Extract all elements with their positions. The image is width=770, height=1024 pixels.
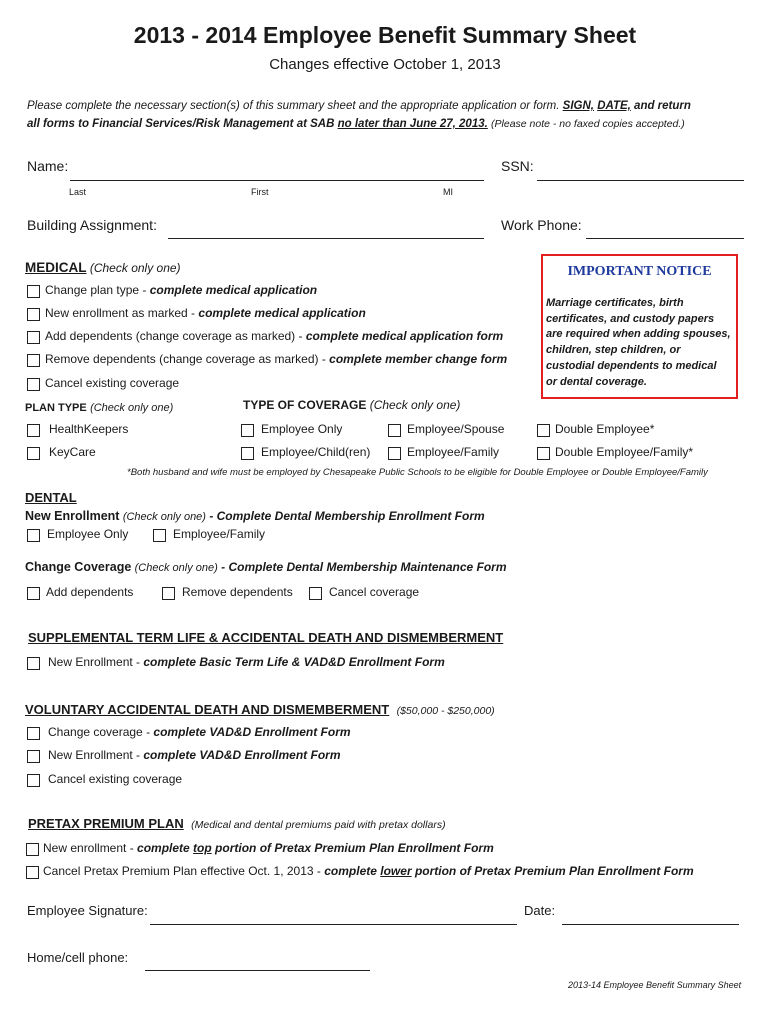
coverage-employee-children-checkbox[interactable] [241, 447, 254, 460]
dental-remove-dependents-checkbox[interactable] [162, 587, 175, 600]
medical-change-plan-checkbox[interactable] [27, 285, 40, 298]
coverage-employee-family-label: Employee/Family [407, 445, 500, 459]
dental-cancel-coverage-checkbox[interactable] [309, 587, 322, 600]
building-label: Building Assignment: [27, 217, 157, 233]
home-phone-field[interactable] [145, 970, 370, 971]
work-phone-field[interactable] [586, 238, 744, 239]
first-label: First [251, 187, 269, 197]
medical-footnote: *Both husband and wife must be employed by Chesapeake Public Schools to be eligible for Double Employee or Double Employee/Family [127, 467, 708, 478]
page-subtitle: Changes effective October 1, 2013 [269, 56, 501, 73]
voluntary-cancel-checkbox[interactable] [27, 774, 40, 787]
plan-healthkeepers-checkbox[interactable] [27, 424, 40, 437]
dental-change-coverage-heading: Change Coverage (Check only one) - Complete Dental Membership Maintenance Form [25, 560, 507, 574]
coverage-double-employee-checkbox[interactable] [537, 424, 550, 437]
medical-heading: MEDICAL (Check only one) [25, 260, 181, 275]
medical-item-4: Remove dependents (change coverage as marked) - complete member change form [45, 352, 508, 366]
dental-heading: DENTAL [25, 490, 77, 505]
intro-line-2: all forms to Financial Services/Risk Management at SAB no later than June 27, 2013. (Please note - no faxed copies accepted.) [27, 118, 685, 130]
voluntary-new-enrollment-checkbox[interactable] [27, 750, 40, 763]
dental-add-dependents-label: Add dependents [46, 585, 134, 599]
pretax-cancel-checkbox[interactable] [26, 866, 39, 879]
pretax-item-1: New enrollment - complete top portion of Pretax Premium Plan Enrollment Form [43, 841, 494, 855]
voluntary-item-1: Change coverage - complete VAD&D Enrollment Form [48, 725, 351, 739]
voluntary-change-coverage-checkbox[interactable] [27, 727, 40, 740]
home-phone-label: Home/cell phone: [27, 950, 129, 965]
coverage-employee-spouse-checkbox[interactable] [388, 424, 401, 437]
plan-keycare-label: KeyCare [49, 445, 96, 459]
dental-employee-only-label: Employee Only [47, 527, 129, 541]
dental-cancel-coverage-label: Cancel coverage [329, 585, 420, 599]
medical-item-5: Cancel existing coverage [45, 376, 180, 390]
important-notice-box [541, 254, 738, 399]
date-label: Date: [524, 903, 556, 918]
dental-employee-family-checkbox[interactable] [153, 529, 166, 542]
notice-body: Marriage certificates, birth certificates, and custody papers are required when adding spouses, children, step children, or custodial dependents to medical or dental coverage. [546, 297, 731, 388]
pretax-item-2: Cancel Pretax Premium Plan effective Oct. 1, 2013 - complete lower portion of Pretax Premium Plan Enrollment Form [43, 864, 694, 878]
dental-new-enrollment-heading: New Enrollment (Check only one) - Complete Dental Membership Enrollment Form [25, 509, 485, 523]
voluntary-item-3: Cancel existing coverage [48, 772, 183, 786]
plan-type-heading: PLAN TYPE (Check only one) [25, 402, 174, 414]
coverage-double-employee-family-label: Double Employee/Family* [555, 445, 694, 459]
coverage-double-employee-label: Double Employee* [555, 422, 655, 436]
name-field[interactable] [70, 180, 484, 181]
dental-remove-dependents-label: Remove dependents [182, 585, 293, 599]
last-label: Last [69, 187, 87, 197]
voluntary-item-2: New Enrollment - complete VAD&D Enrollment Form [48, 748, 341, 762]
coverage-employee-only-label: Employee Only [261, 422, 343, 436]
supplemental-item: New Enrollment - complete Basic Term Life & VAD&D Enrollment Form [48, 655, 445, 669]
notice-title: IMPORTANT NOTICE [567, 264, 712, 279]
building-field[interactable] [168, 238, 484, 239]
footer-text: 2013-14 Employee Benefit Summary Sheet [568, 980, 742, 990]
medical-item-1: Change plan type - complete medical application [45, 283, 318, 297]
coverage-type-heading: TYPE OF COVERAGE (Check only one) [243, 398, 461, 412]
page-title: 2013 - 2014 Employee Benefit Summary Sheet [133, 22, 637, 48]
signature-field[interactable] [150, 924, 517, 925]
supplemental-heading: SUPPLEMENTAL TERM LIFE & ACCIDENTAL DEATH AND DISMEMBERMENT [28, 630, 504, 645]
intro-line-1: Please complete the necessary section(s) of this summary sheet and the appropriate application or form. SIGN, DATE, and return [27, 100, 691, 112]
name-label: Name: [27, 158, 69, 174]
plan-healthkeepers-label: HealthKeepers [49, 422, 129, 436]
medical-remove-dependents-checkbox[interactable] [27, 354, 40, 367]
coverage-employee-spouse-label: Employee/Spouse [407, 422, 505, 436]
coverage-double-employee-family-checkbox[interactable] [537, 447, 550, 460]
signature-label: Employee Signature: [27, 903, 148, 918]
work-phone-label: Work Phone: [501, 217, 582, 233]
pretax-heading: PRETAX PREMIUM PLAN (Medical and dental premiums paid with pretax dollars) [28, 816, 446, 831]
dental-employee-only-checkbox[interactable] [27, 529, 40, 542]
coverage-employee-family-checkbox[interactable] [388, 447, 401, 460]
medical-item-3: Add dependents (change coverage as marked) - complete medical application form [45, 329, 504, 343]
medical-cancel-checkbox[interactable] [27, 378, 40, 391]
medical-add-dependents-checkbox[interactable] [27, 331, 40, 344]
medical-new-enrollment-checkbox[interactable] [27, 308, 40, 321]
dental-add-dependents-checkbox[interactable] [27, 587, 40, 600]
ssn-field[interactable] [537, 180, 744, 181]
supplemental-new-enrollment-checkbox[interactable] [27, 657, 40, 670]
coverage-employee-children-label: Employee/Child(ren) [261, 445, 371, 459]
coverage-employee-only-checkbox[interactable] [241, 424, 254, 437]
dental-employee-family-label: Employee/Family [173, 527, 266, 541]
pretax-new-enrollment-checkbox[interactable] [26, 843, 39, 856]
medical-item-2: New enrollment as marked - complete medical application [45, 306, 366, 320]
voluntary-heading: VOLUNTARY ACCIDENTAL DEATH AND DISMEMBERMENT ($50,000 - $250,000) [25, 702, 495, 717]
mi-label: MI [443, 187, 453, 197]
plan-keycare-checkbox[interactable] [27, 447, 40, 460]
date-field[interactable] [562, 924, 739, 925]
ssn-label: SSN: [501, 158, 534, 174]
